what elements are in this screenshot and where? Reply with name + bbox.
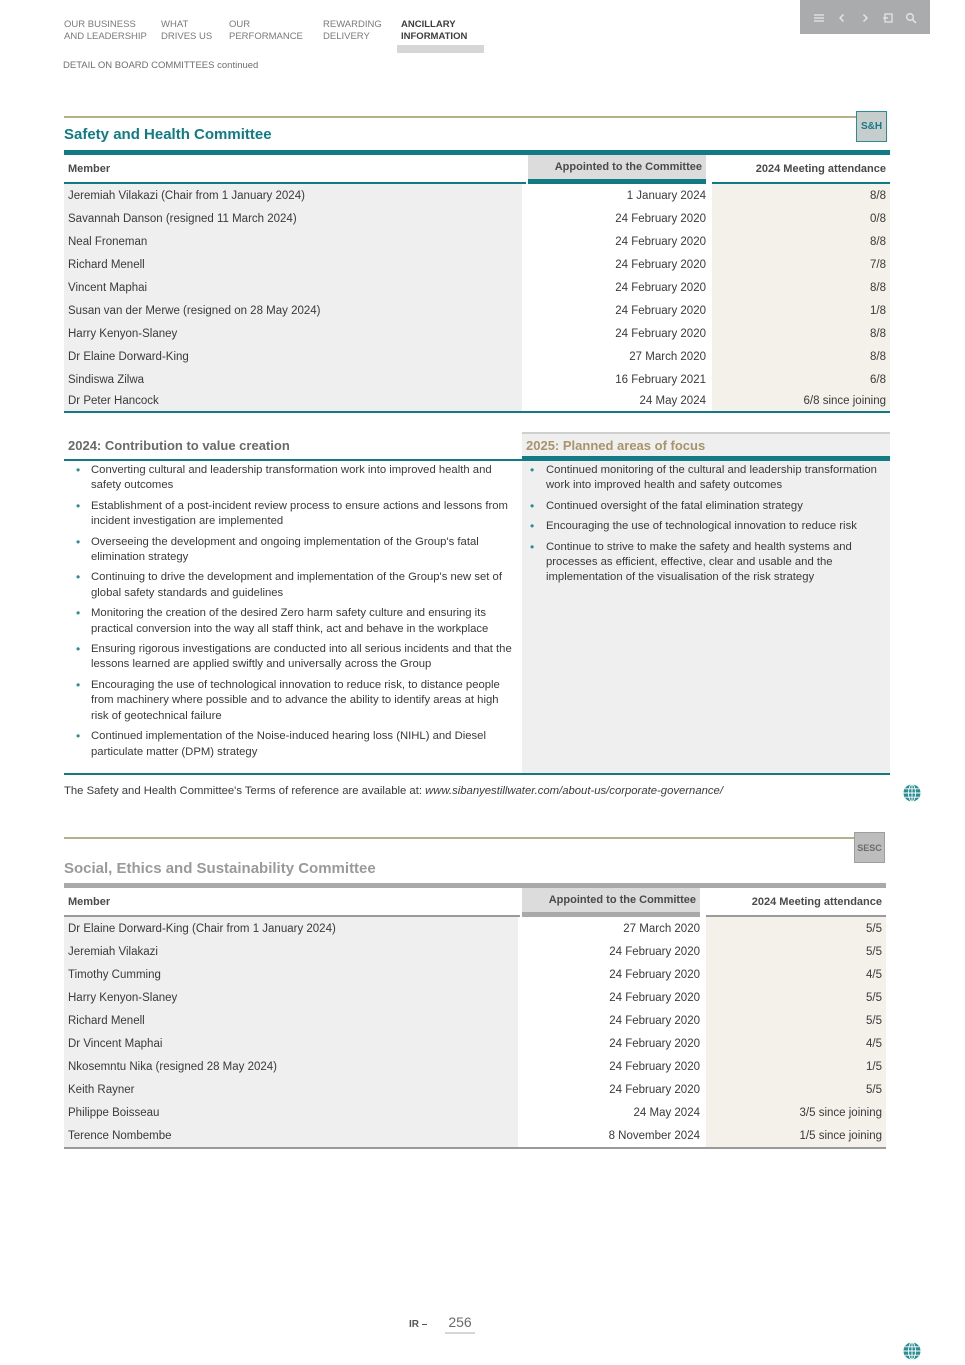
page-footer	[409, 1314, 475, 1334]
top-navigation	[64, 19, 491, 43]
list-item: • Continued oversight of the fatal elimination strategy	[522, 499, 882, 514]
list-item: • Continuing to drive the development and implementation of the Group's new set of global safety standards and guidelines	[68, 570, 514, 601]
attendance: 8/8	[712, 276, 890, 299]
member-name: Sindiswa Zilwa	[64, 368, 522, 391]
nav-label: INFORMATION	[401, 31, 468, 42]
appointed-date: 24 February 2020	[522, 299, 712, 322]
globe-icon[interactable]	[902, 783, 922, 803]
page-toolbar	[800, 0, 930, 34]
member-name: Nkosemntu Nika (resigned 28 May 2024)	[64, 1055, 518, 1078]
header-attendance: 2024 Meeting attendance	[712, 155, 890, 184]
appointed-date: 24 February 2020	[518, 940, 706, 963]
table-row	[64, 345, 890, 368]
member-name: Dr Elaine Dorward-King (Chair from 1 January 2024)	[64, 917, 518, 940]
sesc-table	[64, 883, 886, 1149]
attendance: 5/5	[706, 1009, 886, 1032]
table-row	[64, 368, 890, 391]
table-row	[64, 917, 886, 940]
nav-our-performance[interactable]	[229, 19, 323, 43]
nav-label: WHAT	[161, 19, 189, 30]
value-creation-panel	[64, 432, 890, 775]
list-item: • Converting cultural and leadership transformation work into improved health and safety outcomes	[68, 463, 514, 494]
member-name: Savannah Danson (resigned 11 March 2024)	[64, 207, 522, 230]
search-icon[interactable]	[904, 11, 918, 25]
nav-label: ANCILLARY	[401, 19, 456, 30]
member-name: Harry Kenyon-Slaney	[64, 986, 518, 1009]
member-name: Dr Elaine Dorward-King	[64, 345, 522, 368]
active-nav-indicator	[397, 45, 484, 53]
list-item: • Overseeing the development and ongoing implementation of the Group's fatal elimination strategy	[68, 535, 514, 566]
attendance: 1/8	[712, 299, 890, 322]
attendance: 8/8	[712, 184, 890, 207]
member-name: Timothy Cumming	[64, 963, 518, 986]
contribution-column	[64, 432, 522, 775]
appointed-date: 16 February 2021	[522, 368, 712, 391]
appointed-date: 24 February 2020	[522, 276, 712, 299]
list-item: • Continued monitoring of the cultural and leadership transformation work into improved health and safety outcomes	[522, 463, 882, 494]
header-member: Member	[64, 155, 526, 184]
menu-icon[interactable]	[812, 11, 826, 25]
table-bottom-rule	[64, 1147, 886, 1149]
terms-text: The Safety and Health Committee's Terms of reference are available at:	[64, 785, 426, 797]
chevron-right-icon[interactable]	[858, 11, 872, 25]
table-header	[64, 888, 886, 917]
table-row	[64, 1055, 886, 1078]
attendance: 5/5	[706, 1078, 886, 1101]
contribution-list	[64, 461, 522, 760]
member-name: Richard Menell	[64, 1009, 518, 1032]
attendance: 1/5	[706, 1055, 886, 1078]
appointed-date: 1 January 2024	[522, 184, 712, 207]
table-row	[64, 230, 890, 253]
panel-bottom-rule	[64, 773, 890, 775]
table-row	[64, 1124, 886, 1147]
header-attendance: 2024 Meeting attendance	[706, 888, 886, 917]
appointed-date: 24 February 2020	[518, 986, 706, 1009]
appointed-date: 24 February 2020	[522, 322, 712, 345]
member-name: Harry Kenyon-Slaney	[64, 322, 522, 345]
focus-list	[522, 461, 890, 586]
section-divider	[64, 116, 856, 118]
table-row	[64, 299, 890, 322]
attendance: 6/8 since joining	[712, 391, 890, 411]
focus-title: 2025: Planned areas of focus	[522, 434, 890, 461]
table-row	[64, 1078, 886, 1101]
attendance: 4/5	[706, 963, 886, 986]
globe-icon[interactable]	[902, 1341, 922, 1361]
list-item: • Establishment of a post-incident review process to ensure actions and lessons from incident investigation are implemented	[68, 499, 514, 530]
sh-badge: S&H	[856, 111, 887, 142]
nav-rewarding-delivery[interactable]	[323, 19, 401, 43]
section-title-safety-health: Safety and Health Committee	[64, 126, 272, 143]
appointed-date: 24 February 2020	[518, 1055, 706, 1078]
nav-label: DRIVES US	[161, 31, 213, 42]
nav-what-drives-us[interactable]	[161, 19, 229, 43]
appointed-date: 27 March 2020	[518, 917, 706, 940]
terms-link[interactable]: www.sibanyestillwater.com/about-us/corporate-governance/	[425, 785, 723, 797]
member-name: Philippe Boisseau	[64, 1101, 518, 1124]
table-row	[64, 391, 890, 411]
breadcrumb: DETAIL ON BOARD COMMITTEES continued	[63, 60, 259, 71]
appointed-date: 24 February 2020	[522, 207, 712, 230]
table-row	[64, 253, 890, 276]
report-prefix: IR –	[409, 1319, 428, 1330]
table-row	[64, 940, 886, 963]
attendance: 8/8	[712, 345, 890, 368]
member-name: Dr Peter Hancock	[64, 391, 522, 411]
member-name: Jeremiah Vilakazi (Chair from 1 January 2024)	[64, 184, 522, 207]
page-number: 256	[445, 1314, 474, 1334]
attendance: 5/5	[706, 917, 886, 940]
appointed-date: 24 May 2024	[518, 1101, 706, 1124]
attendance: 5/5	[706, 940, 886, 963]
contribution-title: 2024: Contribution to value creation	[64, 432, 522, 461]
header-appointed: Appointed to the Committee	[528, 155, 706, 184]
header-member: Member	[64, 888, 520, 917]
list-item: • Ensuring rigorous investigations are conducted into all serious incidents and that the lessons learned are applied swiftly and universally across the Group	[68, 642, 514, 673]
table-row	[64, 1101, 886, 1124]
nav-label: OUR BUSINESS	[64, 19, 136, 30]
terms-of-reference	[64, 785, 723, 797]
attendance: 7/8	[712, 253, 890, 276]
attendance: 6/8	[712, 368, 890, 391]
table-body	[64, 917, 886, 1147]
appointed-date: 24 February 2020	[522, 230, 712, 253]
appointed-date: 24 May 2024	[522, 391, 712, 411]
table-row	[64, 184, 890, 207]
table-bottom-rule	[64, 411, 890, 413]
attendance: 1/5 since joining	[706, 1124, 886, 1147]
list-item: • Encouraging the use of technological innovation to reduce risk	[522, 519, 882, 534]
appointed-date: 27 March 2020	[522, 345, 712, 368]
list-item: • Continued implementation of the Noise-induced hearing loss (NIHL) and Diesel particulate matter (DPM) strategy	[68, 729, 514, 760]
nav-our-business[interactable]	[64, 19, 161, 43]
nav-label: PERFORMANCE	[229, 31, 303, 42]
attendance: 3/5 since joining	[706, 1101, 886, 1124]
appointed-date: 24 February 2020	[518, 1078, 706, 1101]
attendance: 8/8	[712, 230, 890, 253]
member-name: Richard Menell	[64, 253, 522, 276]
header-appointed: Appointed to the Committee	[522, 888, 700, 917]
member-name: Neal Froneman	[64, 230, 522, 253]
table-body	[64, 184, 890, 411]
attendance: 4/5	[706, 1032, 886, 1055]
table-row	[64, 1009, 886, 1032]
attendance: 8/8	[712, 322, 890, 345]
chevron-left-icon[interactable]	[835, 11, 849, 25]
attendance: 5/5	[706, 986, 886, 1009]
table-header	[64, 155, 890, 184]
table-row	[64, 322, 890, 345]
member-name: Keith Rayner	[64, 1078, 518, 1101]
exit-icon[interactable]	[881, 11, 895, 25]
section-divider	[64, 837, 854, 839]
table-row	[64, 276, 890, 299]
member-name: Terence Nombembe	[64, 1124, 518, 1147]
appointed-date: 8 November 2024	[518, 1124, 706, 1147]
member-name: Dr Vincent Maphai	[64, 1032, 518, 1055]
focus-column	[522, 432, 890, 775]
section-title-sesc: Social, Ethics and Sustainability Committee	[64, 860, 376, 877]
appointed-date: 24 February 2020	[518, 963, 706, 986]
table-row	[64, 207, 890, 230]
nav-label: OUR	[229, 19, 251, 30]
appointed-date: 24 February 2020	[518, 1009, 706, 1032]
nav-label: AND LEADERSHIP	[64, 31, 147, 42]
nav-label: REWARDING	[323, 19, 382, 30]
member-name: Vincent Maphai	[64, 276, 522, 299]
attendance: 0/8	[712, 207, 890, 230]
list-item: • Encouraging the use of technological innovation to reduce risk, to distance people from machinery where possible and to advance the ability to identify areas at high risk of geotechnical failure	[68, 678, 514, 724]
member-name: Jeremiah Vilakazi	[64, 940, 518, 963]
safety-health-table	[64, 150, 890, 413]
table-row	[64, 986, 886, 1009]
sesc-badge: SESC	[854, 832, 885, 863]
appointed-date: 24 February 2020	[522, 253, 712, 276]
nav-ancillary-information[interactable]	[401, 19, 491, 43]
list-item: • Monitoring the creation of the desired Zero harm safety culture and ensuring its practical conversion into the way all staff think, act and behave in the workplace	[68, 606, 514, 637]
list-item: • Continue to strive to make the safety and health systems and processes as efficient, effective, clear and usable and the implementation of the visualisation of the risk strategy	[522, 540, 882, 586]
table-row	[64, 963, 886, 986]
nav-label: DELIVERY	[323, 31, 370, 42]
member-name: Susan van der Merwe (resigned on 28 May 2024)	[64, 299, 522, 322]
appointed-date: 24 February 2020	[518, 1032, 706, 1055]
table-row	[64, 1032, 886, 1055]
